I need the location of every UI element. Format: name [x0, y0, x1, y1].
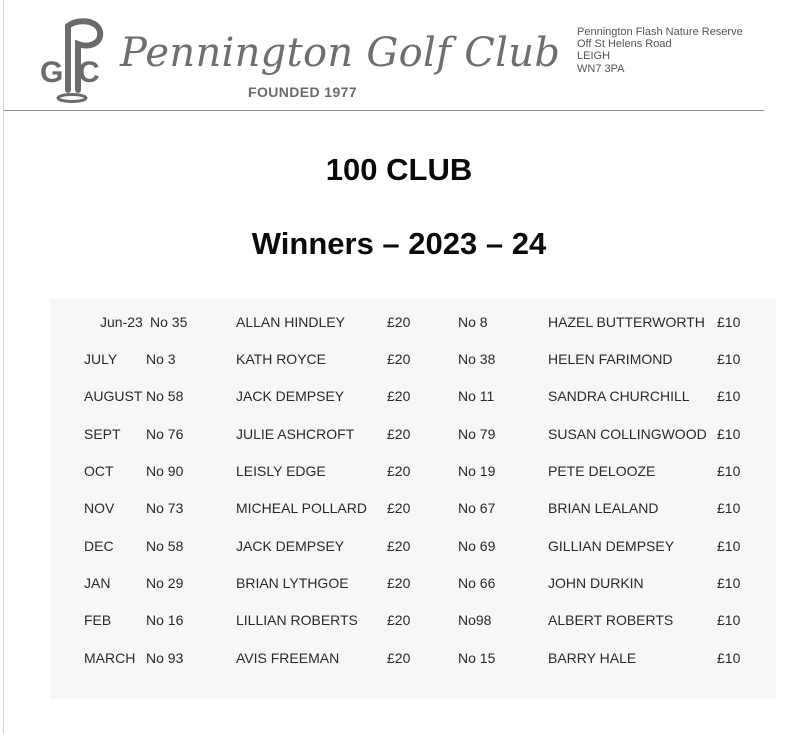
draw-number-cell: No 58 [146, 538, 184, 554]
prize-cell: £10 [717, 463, 741, 479]
month-cell: JAN [84, 575, 111, 591]
month-cell: OCT [84, 463, 114, 479]
table-row [50, 575, 776, 597]
draw-number-cell: No 35 [150, 314, 188, 330]
draw-number-cell: No98 [458, 612, 492, 628]
draw-number-cell: No 90 [146, 463, 184, 479]
month-cell: AUGUST [84, 388, 143, 404]
draw-number-cell: No 66 [458, 575, 496, 591]
prize-cell: £20 [387, 500, 411, 516]
draw-number-cell: No 73 [146, 500, 184, 516]
table-row [50, 426, 776, 448]
table-row [50, 351, 776, 373]
winner-name-cell: AVIS FREEMAN [236, 650, 340, 666]
page-subtitle: Winners – 2023 – 24 [251, 226, 547, 261]
draw-number-cell: No 69 [458, 538, 496, 554]
winner-name-cell: GILLIAN DEMPSEY [548, 538, 675, 554]
prize-cell: £10 [717, 426, 741, 442]
draw-number-cell: No 58 [146, 388, 184, 404]
header-divider [4, 110, 764, 111]
winner-name-cell: BRIAN LYTHGOE [236, 575, 349, 591]
draw-number-cell: No 8 [458, 314, 488, 330]
svg-text:C: C [78, 56, 100, 89]
prize-cell: £10 [717, 388, 741, 404]
prize-cell: £20 [387, 351, 411, 367]
month-cell: Jun-23 [100, 314, 143, 330]
golf-club-logo-icon [38, 18, 104, 104]
winner-name-cell: PETE DELOOZE [548, 463, 656, 479]
winner-name-cell: MICHEAL POLLARD [236, 500, 367, 516]
winner-name-cell: BARRY HALE [548, 650, 637, 666]
page-title: 100 CLUB [325, 152, 473, 187]
draw-number-cell: No 3 [146, 351, 176, 367]
draw-number-cell: No 79 [458, 426, 496, 442]
winner-name-cell: JULIE ASHCROFT [236, 426, 355, 442]
table-row [50, 500, 776, 522]
address-line: LEIGH [577, 50, 611, 63]
prize-cell: £10 [717, 650, 741, 666]
address-line: WN7 3PA [577, 62, 625, 75]
prize-cell: £20 [387, 538, 411, 554]
prize-cell: £20 [387, 612, 411, 628]
winner-name-cell: SANDRA CHURCHILL [548, 388, 690, 404]
month-cell: FEB [84, 612, 112, 628]
prize-cell: £20 [387, 314, 411, 330]
draw-number-cell: No 93 [146, 650, 184, 666]
winners-table [50, 299, 776, 699]
month-cell: JULY [84, 351, 118, 367]
prize-cell: £10 [717, 351, 741, 367]
draw-number-cell: No 16 [146, 612, 184, 628]
prize-cell: £10 [717, 500, 741, 516]
winner-name-cell: SUSAN COLLINGWOOD [548, 426, 707, 442]
month-cell: DEC [84, 538, 114, 554]
club-name: Pennington Golf Club [120, 30, 561, 76]
draw-number-cell: No 38 [458, 351, 496, 367]
draw-number-cell: No 67 [458, 500, 496, 516]
winner-name-cell: ALLAN HINDLEY [236, 314, 345, 330]
address-line: Off St Helens Road [577, 38, 672, 51]
draw-number-cell: No 19 [458, 463, 496, 479]
table-row [50, 612, 776, 634]
svg-text:G: G [40, 56, 64, 89]
winner-name-cell: BRIAN LEALAND [548, 500, 659, 516]
founded-year: FOUNDED 1977 [248, 84, 358, 100]
letterhead [0, 0, 793, 112]
prize-cell: £20 [387, 575, 411, 591]
prize-cell: £10 [717, 314, 741, 330]
prize-cell: £10 [717, 538, 741, 554]
prize-cell: £20 [387, 650, 411, 666]
winner-name-cell: HAZEL BUTTERWORTH [548, 314, 705, 330]
prize-cell: £20 [387, 463, 411, 479]
table-row [50, 538, 776, 560]
prize-cell: £20 [387, 388, 411, 404]
draw-number-cell: No 29 [146, 575, 184, 591]
month-cell: NOV [84, 500, 115, 516]
address-line: Pennington Flash Nature Reserve [577, 26, 743, 38]
table-row [50, 314, 776, 336]
month-cell: MARCH [84, 650, 136, 666]
draw-number-cell: No 15 [458, 650, 496, 666]
table-row [50, 388, 776, 410]
winner-name-cell: KATH ROYCE [236, 351, 326, 367]
winner-name-cell: ALBERT ROBERTS [548, 612, 674, 628]
winner-name-cell: LEISLY EDGE [236, 463, 326, 479]
winner-name-cell: LILLIAN ROBERTS [236, 612, 358, 628]
winner-name-cell: JOHN DURKIN [548, 575, 644, 591]
winner-name-cell: JACK DEMPSEY [236, 388, 345, 404]
winner-name-cell: JACK DEMPSEY [236, 538, 345, 554]
prize-cell: £10 [717, 575, 741, 591]
table-row [50, 463, 776, 485]
prize-cell: £20 [387, 426, 411, 442]
draw-number-cell: No 76 [146, 426, 184, 442]
month-cell: SEPT [84, 426, 121, 442]
club-address [577, 26, 743, 75]
draw-number-cell: No 11 [458, 388, 495, 404]
winner-name-cell: HELEN FARIMOND [548, 351, 673, 367]
table-row [50, 650, 776, 672]
prize-cell: £10 [717, 612, 741, 628]
